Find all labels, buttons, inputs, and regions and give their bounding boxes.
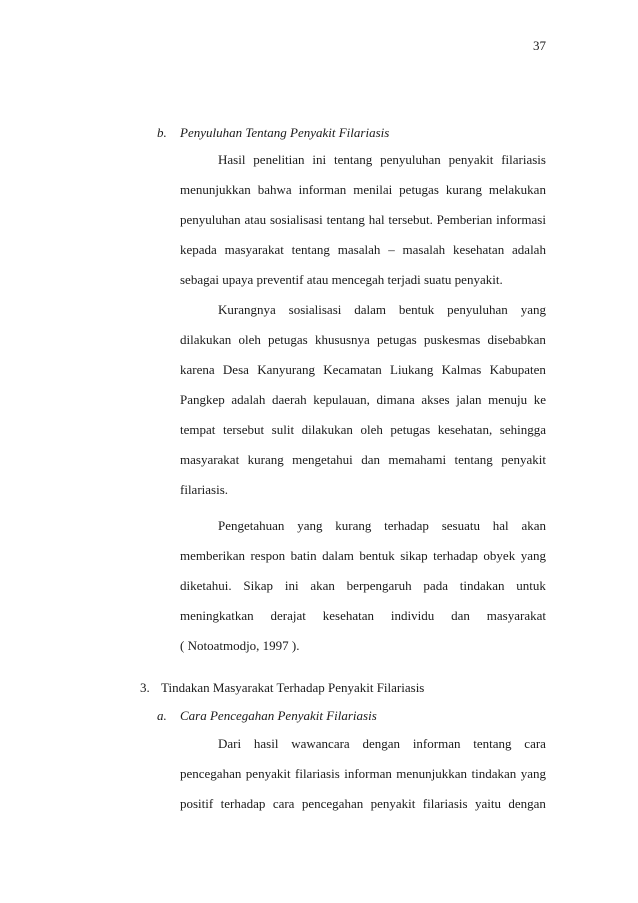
paragraph-line: masyarakat kurang mengetahui dan memahami tentang penyakit [180,452,546,467]
section-b-label: b. [157,125,167,140]
paragraph-line: Hasil penelitian ini tentang penyuluhan penyakit filariasis [218,152,546,167]
subsection-a-title: Cara Pencegahan Penyakit Filariasis [180,708,377,723]
paragraph-line: dilakukan oleh petugas khususnya petugas puskesmas disebabkan [180,332,546,347]
paragraph-line: Pangkep adalah daerah kepulauan, dimana akses jalan menuju ke [180,392,546,407]
paragraph-line: sebagai upaya preventif atau mencegah terjadi suatu penyakit. [180,272,503,287]
paragraph-line: penyuluhan atau sosialisasi tentang hal tersebut. Pemberian informasi [180,212,546,227]
paragraph-line: meningkatkan derajat kesehatan individu dan masyarakat [180,608,546,623]
paragraph-line: kepada masyarakat tentang masalah – masalah kesehatan adalah [180,242,546,257]
paragraph-line: karena Desa Kanyurang Kecamatan Liukang Kalmas Kabupaten [180,362,546,377]
section-b-title: Penyuluhan Tentang Penyakit Filariasis [180,125,390,140]
paragraph-line: Kurangnya sosialisasi dalam bentuk penyuluhan yang [218,302,546,317]
section-3-label: 3. [140,680,150,695]
paragraph-line: positif terhadap cara pencegahan penyakit filariasis yaitu dengan [180,796,546,811]
section-3-title: Tindakan Masyarakat Terhadap Penyakit Filariasis [161,680,425,695]
paragraph-line: filariasis. [180,482,229,497]
paragraph-line: menunjukkan bahwa informan menilai petugas kurang melakukan [180,182,546,197]
paragraph-line: diketahui. Sikap ini akan berpengaruh pada tindakan untuk [180,578,546,593]
page-number: 37 [533,38,546,53]
paragraph-line: pencegahan penyakit filariasis informan menunjukkan tindakan yang [180,766,546,781]
subsection-a-label: a. [157,708,167,723]
paragraph-line: Dari hasil wawancara dengan informan tentang cara [218,736,546,751]
paragraph-line: ( Notoatmodjo, 1997 ). [180,638,300,653]
paragraph-line: tempat tersebut sulit dilakukan oleh petugas kesehatan, sehingga [180,422,546,437]
paragraph-line: memberikan respon batin dalam bentuk sikap terhadap obyek yang [180,548,546,563]
paragraph-line: Pengetahuan yang kurang terhadap sesuatu hal akan [218,518,546,533]
